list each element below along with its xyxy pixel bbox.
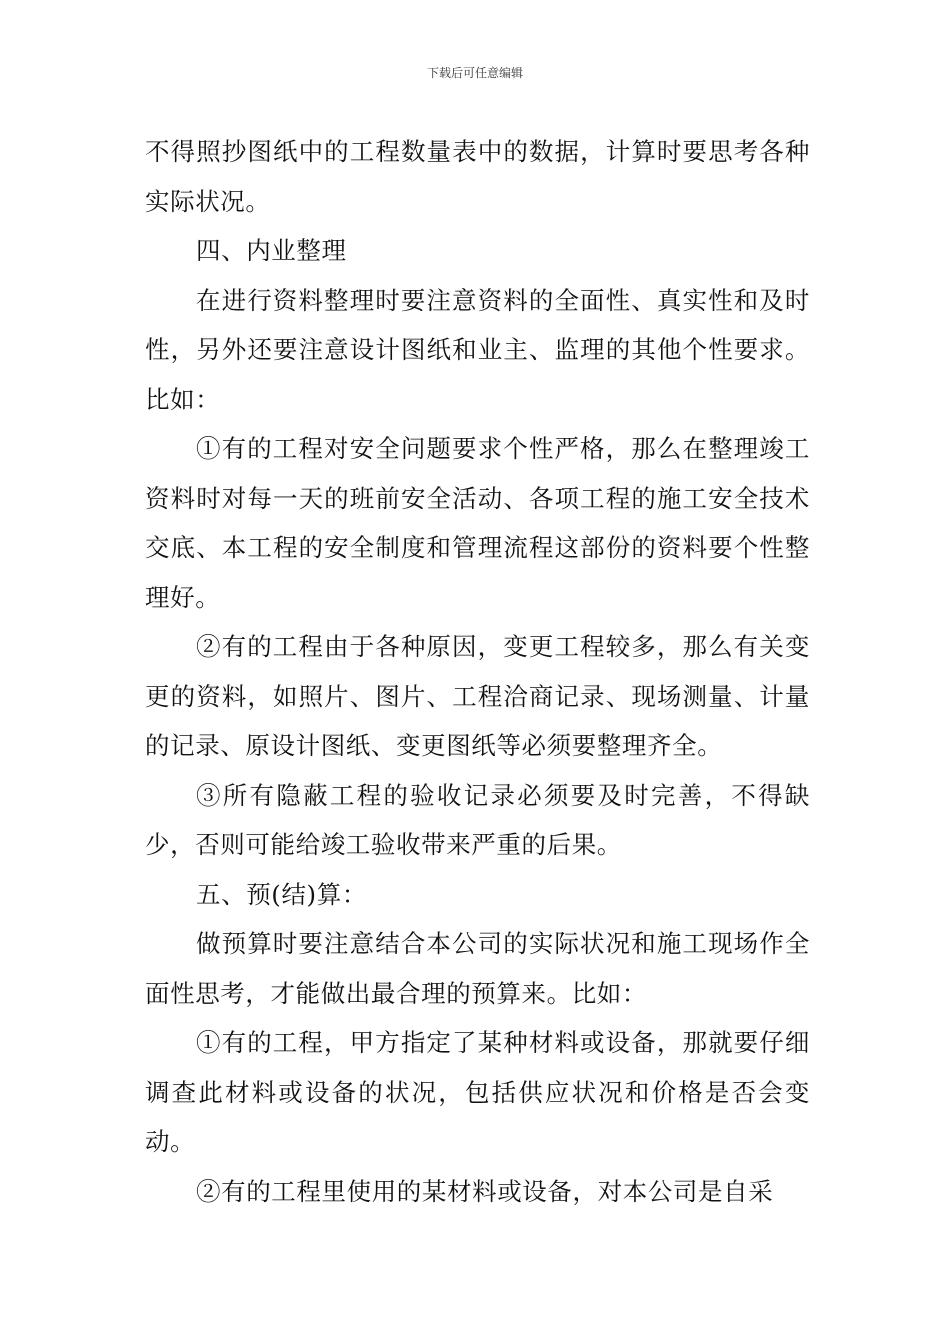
section-heading-internal-work: 四、内业整理 [196, 236, 347, 265]
list-item-concealed-works: ③所有隐蔽工程的验收记录必须要及时完善，不得缺少，否则可能给竣工验收带来严重的后果。 [145, 780, 810, 859]
paragraph-document-organization: 在进行资料整理时要注意资料的全面性、真实性和及时性，另外还要注意设计图纸和业主、监理的其他个性要求。比如： [145, 285, 810, 414]
paragraph-continuation: 不得照抄图纸中的工程数量表中的数据，计算时要思考各种实际状况。 [145, 137, 810, 216]
list-item-safety-records: ①有的工程对安全问题要求个性严格，那么在整理竣工资料时对每一天的班前安全活动、各项工程的施工安全技术交底、本工程的安全制度和管理流程这部份的资料要个性整理好。 [145, 434, 810, 612]
paragraph-budget-intro: 做预算时要注意结合本公司的实际状况和施工现场作全面性思考，才能做出最合理的预算来。比如： [145, 929, 810, 1008]
document-body [145, 127, 810, 1216]
list-item-change-records: ②有的工程由于各种原因，变更工程较多，那么有关变更的资料，如照片、图片、工程洽商记录、现场测量、计量的记录、原设计图纸、变更图纸等必须要整理齐全。 [145, 632, 810, 760]
section-heading-budget: 五、预(结)算： [196, 879, 367, 909]
list-item-self-purchased-materials: ②有的工程里使用的某材料或设备，对本公司是自采 [196, 1176, 774, 1206]
list-item-specified-materials: ①有的工程，甲方指定了某种材料或设备，那就要仔细调查此材料或设备的状况，包括供应状况和价格是否会变动。 [145, 1028, 810, 1156]
page-header: 下载后可任意编辑 [426, 66, 523, 80]
